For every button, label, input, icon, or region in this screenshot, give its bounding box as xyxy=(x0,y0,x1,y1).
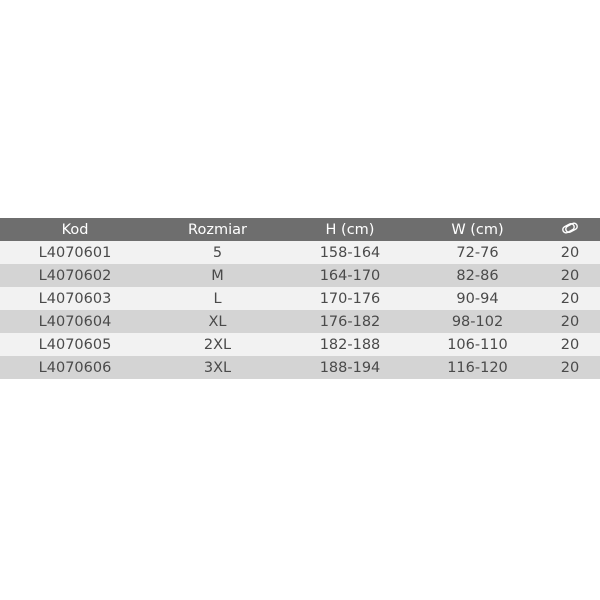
cell-code: L4070603 xyxy=(38,290,112,307)
cell-code: L4070601 xyxy=(38,244,112,261)
cell-quantity: 20 xyxy=(560,336,580,353)
cell-code: L4070605 xyxy=(38,336,112,353)
cell-height: 170-176 xyxy=(319,290,381,307)
cell-width: 98-102 xyxy=(451,313,504,330)
header-height: H (cm) xyxy=(325,221,375,238)
cell-width: 106-110 xyxy=(447,336,508,353)
table-row xyxy=(0,241,600,264)
header-code: Kod xyxy=(61,221,89,238)
cell-height: 176-182 xyxy=(319,313,381,330)
cell-height: 188-194 xyxy=(319,359,381,376)
cell-size: 3XL xyxy=(203,359,232,376)
cell-size: 2XL xyxy=(203,336,232,353)
cell-height: 182-188 xyxy=(319,336,381,353)
cell-size: 5 xyxy=(212,244,223,261)
header-size: Rozmiar xyxy=(188,221,247,238)
cell-quantity: 20 xyxy=(560,290,580,307)
cell-code: L4070602 xyxy=(38,267,112,284)
pack-icon xyxy=(561,222,579,238)
cell-width: 82-86 xyxy=(456,267,499,284)
cell-height: 158-164 xyxy=(319,244,381,261)
cell-quantity: 20 xyxy=(560,267,580,284)
table-row xyxy=(0,264,600,287)
cell-size: XL xyxy=(208,313,227,330)
cell-quantity: 20 xyxy=(560,359,580,376)
table-row xyxy=(0,310,600,333)
cell-quantity: 20 xyxy=(560,313,580,330)
cell-quantity: 20 xyxy=(560,244,580,261)
table-row xyxy=(0,287,600,310)
cell-height: 164-170 xyxy=(319,267,381,284)
size-table xyxy=(0,218,600,379)
cell-width: 116-120 xyxy=(447,359,508,376)
cell-width: 72-76 xyxy=(456,244,499,261)
table-header-row xyxy=(0,218,600,241)
cell-code: L4070606 xyxy=(38,359,112,376)
table-row xyxy=(0,333,600,356)
cell-code: L4070604 xyxy=(38,313,112,330)
cell-width: 90-94 xyxy=(456,290,499,307)
cell-size: M xyxy=(211,267,224,284)
table-row xyxy=(0,356,600,379)
header-width: W (cm) xyxy=(451,221,504,238)
header-quantity xyxy=(540,218,600,241)
cell-size: L xyxy=(213,290,222,307)
